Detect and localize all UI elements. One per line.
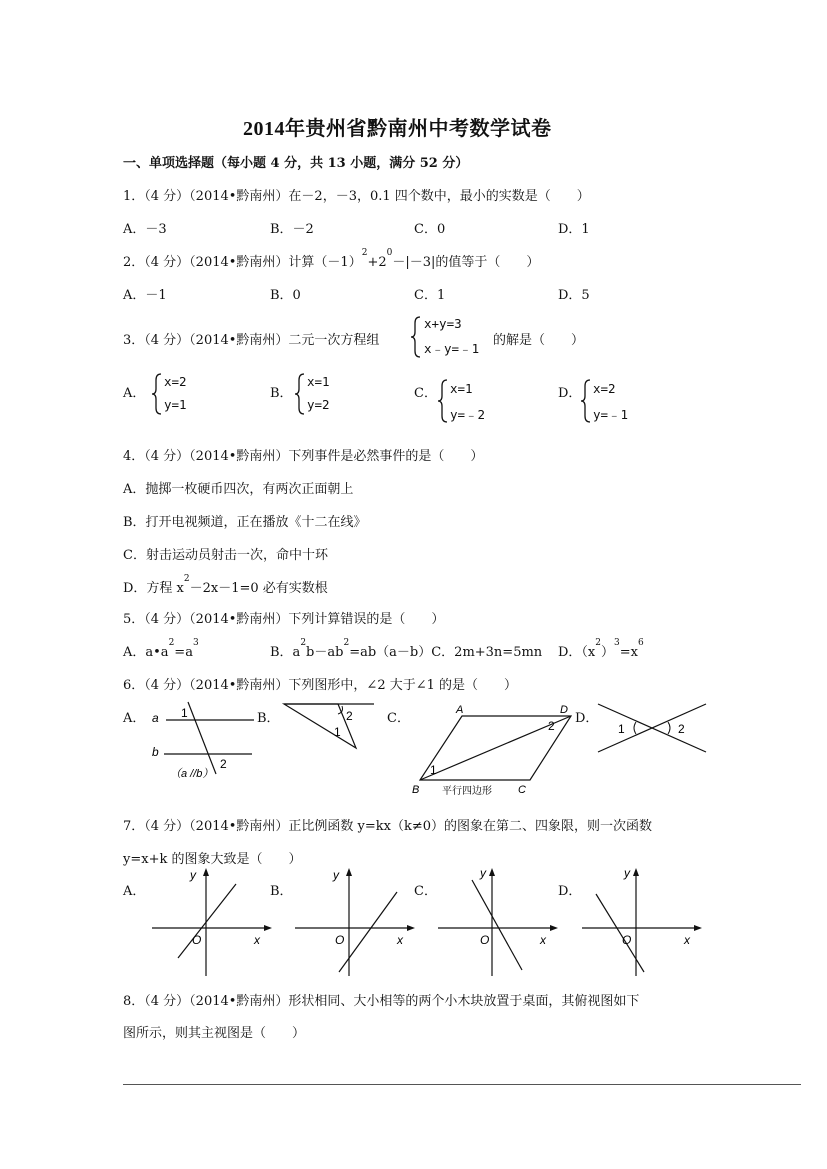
- question-8-stem-line2: 图所示，则其主视图是（ ）: [123, 1026, 306, 1041]
- q7d-x-label: x: [684, 933, 690, 947]
- q7-graph-a: [148, 866, 276, 978]
- q7-option-d-label[interactable]: D．: [558, 884, 582, 899]
- q6d-angle-1: 1: [618, 722, 625, 736]
- q7d-y-label: y: [624, 866, 630, 880]
- q7b-y-label: y: [333, 868, 339, 882]
- q3-a-eq2: y=1: [164, 397, 187, 412]
- q4-option-d[interactable]: D．方程 $x^2-2x-1=0$ 必有实数根: [123, 574, 328, 596]
- q3-c-eq1: x=1: [450, 381, 473, 396]
- q3-b-brace: [294, 372, 306, 416]
- question-4-stem: 4．（4 分）（2014•黔南州）下列事件是必然事件的是（ ）: [123, 449, 484, 464]
- q7a-y-label: y: [190, 868, 196, 882]
- q1-option-d[interactable]: D．1: [558, 222, 590, 237]
- q4-option-a[interactable]: A．抛掷一枚硬币四次，有两次正面朝上: [123, 482, 354, 497]
- q7-option-c-label[interactable]: C．: [414, 884, 437, 899]
- q5-option-d[interactable]: D．$(x^2)^3=x^6$: [558, 638, 644, 660]
- q7-option-b-label[interactable]: B．: [270, 884, 293, 899]
- q7-graph-d: [578, 866, 706, 978]
- q2-option-d[interactable]: D．5: [558, 288, 590, 303]
- q6-figure-b: [276, 700, 376, 752]
- q6-option-a-label[interactable]: A．: [123, 711, 146, 726]
- q3-b-eq1: x=1: [307, 374, 330, 389]
- q7c-x-label: x: [540, 933, 546, 947]
- q6c-caption: 平行四边形: [442, 786, 492, 797]
- q3-d-eq1: x=2: [593, 381, 616, 396]
- q7c-origin-label: O: [480, 933, 490, 947]
- q6-figure-a: [148, 700, 258, 782]
- q6-figure-c: [406, 700, 576, 800]
- q5-option-a[interactable]: A．$a•a^2=a^3$: [123, 638, 199, 660]
- q6c-angle-2: 2: [548, 719, 555, 733]
- q3-system-eq2: x﹣y=﹣1: [424, 341, 480, 356]
- question-5-stem: 5．（4 分）（2014•黔南州）下列计算错误的是（ ）: [123, 612, 445, 627]
- q6c-vertex-c: C: [518, 784, 526, 796]
- q6-option-c-label[interactable]: C．: [387, 711, 410, 726]
- q6a-angle-1: 1: [181, 706, 188, 720]
- question-3-stem-a: 3．（4 分）（2014•黔南州）二元一次方程组: [123, 333, 380, 348]
- q3-d-eq2: y=﹣1: [593, 407, 629, 422]
- q2-option-b[interactable]: B．0: [270, 288, 301, 303]
- q6-option-b-label[interactable]: B．: [257, 711, 280, 726]
- q6c-vertex-a: A: [456, 704, 464, 716]
- question-7-stem-line1: 7．（4 分）（2014•黔南州）正比例函数 y=kx（k≠0）的图象在第二、四象限，则一次函数: [123, 819, 653, 834]
- q6c-vertex-b: B: [412, 784, 420, 796]
- q3-option-c-label[interactable]: C．: [414, 386, 437, 401]
- question-7-stem-line2: y=x+k 的图象大致是（ ）: [123, 852, 302, 867]
- section-heading: 一、单项选择题（每小题 4 分，共 13 小题，满分 52 分）: [123, 156, 469, 171]
- q3-c-eq2: y=﹣2: [450, 407, 486, 422]
- q7b-origin-label: O: [335, 933, 345, 947]
- q2-option-c[interactable]: C．1: [414, 288, 446, 303]
- q7b-x-label: x: [397, 933, 403, 947]
- q7c-y-label: y: [480, 866, 486, 880]
- q3-c-brace: [437, 378, 449, 424]
- q1-option-a[interactable]: A．－3: [123, 222, 167, 237]
- q7a-x-label: x: [254, 933, 260, 947]
- q7-graph-c: [434, 866, 562, 978]
- q3-d-brace: [580, 378, 592, 424]
- q2-option-a[interactable]: A．－1: [123, 288, 167, 303]
- q7a-origin-label: O: [192, 933, 202, 947]
- q6d-angle-2: 2: [678, 722, 685, 736]
- q6a-angle-2: 2: [220, 757, 227, 771]
- q4-option-c[interactable]: C．射击运动员射击一次，命中十环: [123, 548, 328, 563]
- q3-option-a-label[interactable]: A．: [123, 386, 146, 401]
- q3-b-eq2: y=2: [307, 397, 330, 412]
- q1-option-b[interactable]: B．－2: [270, 222, 314, 237]
- q3-option-b-label[interactable]: B．: [270, 386, 293, 401]
- q3-option-d-label[interactable]: D．: [558, 386, 582, 401]
- q3-system-eq1: x+y=3: [424, 316, 462, 331]
- question-1-stem: 1．（4 分）（2014•黔南州）在－2，－3，0.1 四个数中，最小的实数是（ ）: [123, 189, 590, 204]
- q6-figure-d: [594, 700, 710, 756]
- q6c-vertex-d: D: [560, 704, 568, 716]
- question-8-stem-line1: 8．（4 分）（2014•黔南州）形状相同、大小相等的两个小木块放置于桌面，其俯视图如下: [123, 994, 640, 1009]
- q5-option-b-c[interactable]: B．$a^2b-ab^2=ab(a-b)C$．2m+3n=5mn: [270, 638, 543, 660]
- page-title: 2014年贵州省黔南州中考数学试卷: [243, 118, 552, 140]
- q6b-angle-2: 2: [346, 709, 353, 723]
- q3-a-brace: [151, 372, 163, 416]
- q4-option-b[interactable]: B．打开电视频道，正在播放《十二在线》: [123, 515, 367, 530]
- question-3-stem-b: 的解是（ ）: [493, 333, 585, 348]
- q1-option-c[interactable]: C．0: [414, 222, 446, 237]
- q6-option-d-label[interactable]: D．: [575, 711, 599, 726]
- footer-divider: [123, 1084, 801, 1085]
- q7-option-a-label[interactable]: A．: [123, 884, 146, 899]
- question-2-stem: 2．（4 分）（2014•黔南州）计算$(-1)^2+2^0-|-3|$的值等于（ ）: [123, 248, 540, 270]
- q3-a-eq1: x=2: [164, 374, 187, 389]
- q3-system-brace: [410, 315, 422, 359]
- question-6-stem: 6．（4 分）（2014•黔南州）下列图形中，∠2 大于∠1 的是（ ）: [123, 678, 518, 693]
- q7-graph-b: [291, 866, 419, 978]
- q6a-label-a: a: [152, 711, 159, 725]
- q7d-origin-label: O: [622, 933, 632, 947]
- q6c-angle-1: 1: [430, 763, 437, 777]
- q6a-label-b: b: [152, 745, 159, 759]
- q6a-note: （a //b）: [170, 768, 214, 780]
- q6b-angle-1: 1: [334, 725, 341, 739]
